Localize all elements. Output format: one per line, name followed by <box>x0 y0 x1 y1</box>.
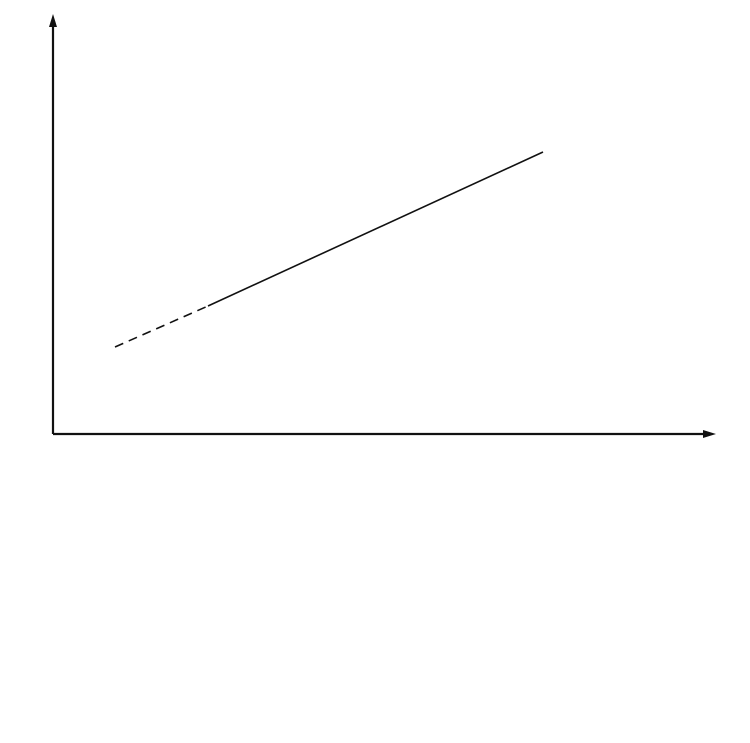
fit-line <box>115 152 543 347</box>
